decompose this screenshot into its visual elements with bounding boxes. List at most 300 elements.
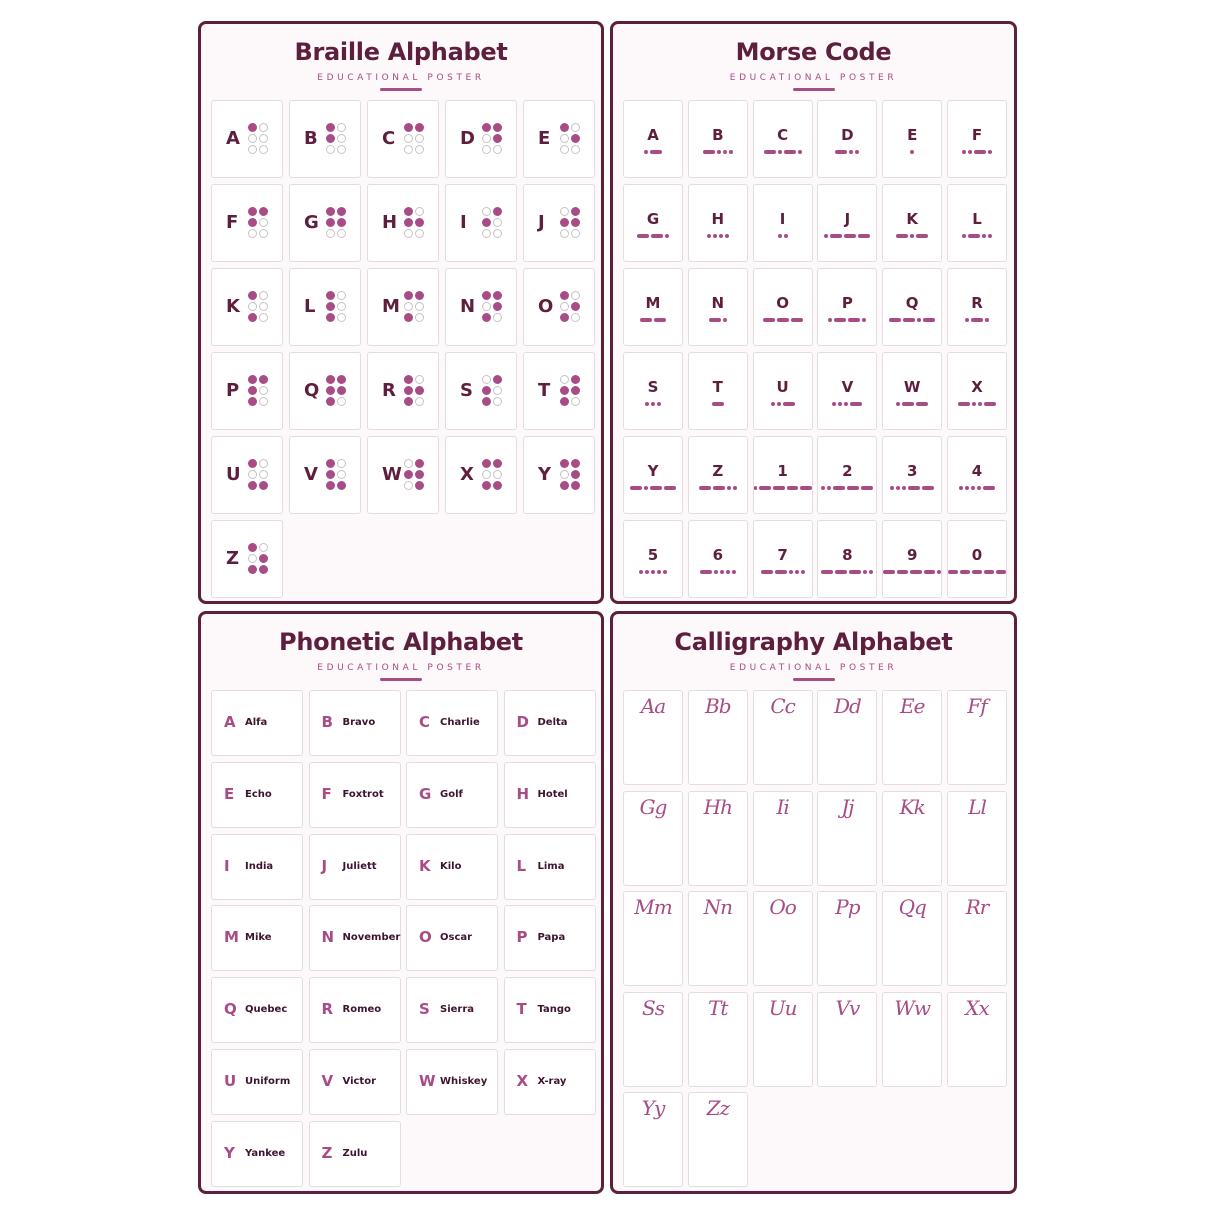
braille-letter: W (382, 464, 402, 485)
morse-dot (639, 570, 643, 574)
phonetic-card (406, 762, 498, 828)
morse-dot (902, 486, 906, 490)
braille-cell (326, 291, 348, 324)
calligraphy-card (688, 690, 748, 785)
braille-dot-raised (248, 481, 257, 490)
morse-dot (988, 234, 992, 238)
phonetic-word: Bravo (342, 717, 376, 728)
morse-dash (889, 318, 901, 322)
braille-dot-flat (259, 313, 268, 322)
morse-code (689, 233, 747, 239)
morse-dot (644, 150, 648, 154)
phonetic-card (211, 1049, 303, 1115)
morse-code (818, 401, 876, 407)
braille-dot-raised (560, 386, 569, 395)
morse-dot (723, 318, 727, 322)
phonetic-card (309, 905, 401, 971)
morse-character: C (777, 126, 789, 144)
morse-card (688, 268, 748, 346)
braille-letter: V (304, 464, 318, 485)
morse-dash (948, 570, 958, 574)
morse-poster (610, 21, 1017, 604)
braille-dot-flat (415, 397, 424, 406)
braille-dot-flat (404, 145, 413, 154)
phonetic-card (309, 977, 401, 1043)
braille-cell (560, 375, 582, 408)
phonetic-card (309, 1121, 401, 1187)
braille-dot-raised (248, 386, 257, 395)
calligraphy-card (817, 891, 877, 986)
phonetic-word: Echo (245, 788, 272, 800)
morse-card (947, 436, 1007, 514)
braille-dot-raised (482, 291, 491, 300)
calligraphy-card (817, 992, 877, 1087)
morse-card (623, 268, 683, 346)
phonetic-word: Alfa (245, 717, 268, 728)
morse-code (754, 149, 812, 155)
morse-character: J (844, 210, 851, 228)
morse-card (623, 184, 683, 262)
braille-dot-raised (404, 218, 413, 227)
phonetic-card (211, 905, 303, 971)
phonetic-letter: M (224, 928, 239, 947)
braille-dot-raised (560, 218, 569, 227)
braille-dot-raised (493, 134, 502, 143)
morse-code (624, 233, 682, 239)
braille-cell (326, 459, 348, 492)
morse-dot (657, 402, 661, 406)
morse-dash (968, 234, 980, 238)
calligraphy-letter-pair: Xx (965, 995, 989, 1020)
morse-dash (650, 150, 662, 154)
phonetic-word: Uniform (245, 1076, 291, 1087)
morse-dot (968, 150, 972, 154)
calligraphy-card (623, 992, 683, 1087)
braille-dot-flat (259, 229, 268, 238)
phonetic-letter: T (516, 1000, 527, 1019)
braille-dot-flat (259, 386, 268, 395)
braille-dot-raised (259, 375, 268, 384)
morse-code (624, 401, 682, 407)
phonetic-word: Kilo (440, 860, 462, 872)
calligraphy-card (947, 791, 1007, 886)
phonetic-card (211, 977, 303, 1043)
braille-dot-flat (560, 145, 569, 154)
phonetic-letter: Z (321, 1143, 333, 1162)
morse-dot (784, 234, 788, 238)
morse-card (817, 352, 877, 430)
braille-card (523, 436, 595, 514)
morse-dot (726, 570, 730, 574)
braille-cell (248, 291, 270, 324)
phonetic-letter: Y (224, 1143, 235, 1162)
braille-card (211, 268, 283, 346)
phonetic-letter: B (321, 713, 333, 731)
phonetic-letter: V (321, 1072, 334, 1090)
calligraphy-letter-pair: Ff (967, 694, 987, 718)
calligraphy-poster-title: Calligraphy Alphabet (674, 628, 953, 656)
braille-dot-flat (482, 470, 491, 479)
morse-dash (764, 150, 776, 154)
calligraphy-card (623, 791, 683, 886)
phonetic-word: Whiskey (440, 1076, 488, 1087)
phonetic-card (211, 1121, 303, 1187)
morse-character: R (971, 294, 983, 312)
morse-dot (778, 150, 782, 154)
morse-dot (937, 570, 941, 574)
braille-card (523, 100, 595, 178)
calligraphy-letter-pair: Kk (899, 794, 925, 819)
morse-code (883, 149, 941, 155)
morse-dash (960, 570, 970, 574)
morse-dot (725, 234, 729, 238)
braille-dot-raised (571, 207, 580, 216)
morse-dot (778, 234, 782, 238)
phonetic-word: Hotel (537, 788, 568, 800)
morse-dot (732, 570, 736, 574)
morse-dash (761, 570, 773, 574)
braille-dot-flat (571, 397, 580, 406)
morse-card (882, 352, 942, 430)
morse-dot (910, 234, 914, 238)
braille-dot-raised (482, 397, 491, 406)
morse-dot (651, 570, 655, 574)
braille-dot-raised (482, 313, 491, 322)
phonetic-word: Quebec (245, 1004, 288, 1016)
braille-cell (482, 375, 504, 408)
phonetic-card (406, 905, 498, 971)
braille-dot-flat (326, 145, 335, 154)
morse-code (754, 317, 812, 323)
calligraphy-letter-pair: Ii (776, 794, 789, 819)
morse-card (688, 184, 748, 262)
braille-dot-raised (326, 459, 335, 468)
braille-card (289, 268, 361, 346)
braille-letter: H (382, 212, 398, 233)
braille-dot-flat (337, 313, 346, 322)
morse-card (947, 520, 1007, 598)
phonetic-word: Sierra (440, 1004, 475, 1016)
morse-dash (834, 318, 846, 322)
braille-dot-raised (404, 207, 413, 216)
morse-dot (832, 402, 836, 406)
morse-character: S (647, 378, 659, 396)
braille-dot-raised (415, 386, 424, 395)
phonetic-word: Charlie (440, 717, 480, 728)
morse-dot (844, 402, 848, 406)
phonetic-word: Golf (440, 788, 463, 800)
morse-card (882, 520, 942, 598)
phonetic-letter: O (419, 928, 432, 947)
morse-dash (850, 402, 862, 406)
braille-dot-flat (482, 145, 491, 154)
morse-character: 8 (842, 546, 853, 564)
braille-dot-flat (415, 313, 424, 322)
calligraphy-card (947, 690, 1007, 785)
braille-dot-flat (571, 145, 580, 154)
braille-cell (404, 291, 426, 324)
braille-dot-raised (248, 313, 257, 322)
calligraphy-card (882, 791, 942, 886)
morse-character: I (779, 210, 786, 228)
phonetic-letter: C (419, 713, 431, 731)
braille-cell (404, 459, 426, 492)
morse-dot (917, 318, 921, 322)
phonetic-card (309, 834, 401, 900)
morse-card (623, 352, 683, 430)
phonetic-letter: W (419, 1072, 436, 1090)
braille-dot-raised (326, 313, 335, 322)
braille-dot-flat (482, 302, 491, 311)
morse-card (882, 436, 942, 514)
braille-dot-flat (415, 207, 424, 216)
morse-dash (784, 150, 796, 154)
braille-card (523, 184, 595, 262)
braille-dot-raised (415, 481, 424, 490)
morse-card (817, 520, 877, 598)
calligraphy-letter-pair: Jj (841, 794, 854, 819)
phonetic-word: November (342, 932, 401, 944)
braille-dot-raised (404, 375, 413, 384)
braille-dot-raised (326, 481, 335, 490)
morse-dot (988, 150, 992, 154)
phonetic-letter: E (224, 784, 235, 803)
morse-dash (712, 402, 724, 406)
morse-card (623, 436, 683, 514)
morse-poster-title: Morse Code (735, 38, 892, 66)
morse-card (753, 352, 813, 430)
phonetic-card (309, 690, 401, 756)
braille-dot-flat (404, 481, 413, 490)
morse-dash (908, 486, 920, 490)
phonetic-card (504, 977, 596, 1043)
braille-dot-flat (259, 543, 268, 552)
calligraphy-letter-pair: Ll (968, 794, 986, 819)
braille-dot-flat (248, 470, 257, 479)
morse-dot (801, 570, 805, 574)
morse-character: 2 (842, 462, 853, 480)
phonetic-card (309, 762, 401, 828)
braille-card (445, 184, 517, 262)
braille-dot-raised (493, 302, 502, 311)
braille-dot-raised (560, 459, 569, 468)
morse-dash (996, 570, 1006, 574)
braille-poster-title: Braille Alphabet (294, 38, 508, 66)
braille-dot-raised (493, 375, 502, 384)
morse-dot (965, 486, 969, 490)
morse-character: V (841, 378, 854, 396)
morse-dot (777, 402, 781, 406)
braille-card (445, 436, 517, 514)
braille-card (289, 436, 361, 514)
braille-dot-flat (571, 313, 580, 322)
braille-letter: I (460, 212, 467, 233)
morse-dash (835, 570, 847, 574)
braille-dot-raised (493, 459, 502, 468)
braille-dot-flat (482, 229, 491, 238)
morse-dot (896, 402, 900, 406)
morse-character: M (645, 294, 661, 312)
morse-card (753, 184, 813, 262)
morse-character: 7 (777, 546, 788, 564)
morse-dot (855, 150, 859, 154)
morse-dash (958, 402, 970, 406)
morse-dash (821, 570, 833, 574)
phonetic-letter: H (516, 784, 530, 803)
morse-card (817, 184, 877, 262)
morse-code (948, 149, 1006, 155)
braille-dot-raised (248, 543, 257, 552)
morse-dash (922, 486, 934, 490)
braille-dot-raised (326, 207, 335, 216)
braille-dot-flat (571, 229, 580, 238)
morse-card (947, 184, 1007, 262)
braille-letter: B (304, 128, 318, 149)
braille-dot-flat (560, 302, 569, 311)
morse-dash (791, 318, 803, 322)
braille-letter: T (538, 380, 551, 401)
braille-letter: C (382, 128, 396, 149)
morse-character: F (971, 126, 983, 144)
morse-dash (783, 402, 795, 406)
phonetic-letter: S (419, 1000, 430, 1019)
morse-card (817, 268, 877, 346)
phonetic-poster-subtitle: EDUCATIONAL POSTER (317, 663, 485, 673)
morse-dot (733, 486, 737, 490)
braille-dot-raised (337, 375, 346, 384)
braille-dot-flat (493, 470, 502, 479)
braille-letter: Z (226, 548, 240, 569)
braille-card (289, 352, 361, 430)
calligraphy-card (753, 891, 813, 986)
morse-code (818, 317, 876, 323)
morse-code (948, 569, 1006, 575)
braille-dot-raised (571, 386, 580, 395)
morse-character: O (776, 294, 789, 312)
braille-dot-raised (337, 481, 346, 490)
braille-dot-flat (571, 123, 580, 132)
morse-code (689, 485, 747, 491)
morse-dot (982, 234, 986, 238)
phonetic-word: Tango (537, 1004, 571, 1016)
morse-code (883, 233, 941, 239)
morse-dot (972, 402, 976, 406)
morse-dot (717, 150, 721, 154)
calligraphy-letter-pair: Nn (703, 895, 732, 919)
morse-dot (838, 402, 842, 406)
braille-dot-flat (326, 229, 335, 238)
braille-letter: N (460, 296, 476, 317)
phonetic-poster (198, 611, 604, 1194)
braille-dot-flat (493, 218, 502, 227)
braille-dot-raised (493, 207, 502, 216)
braille-dot-raised (326, 302, 335, 311)
braille-letter: P (226, 380, 240, 401)
braille-dot-flat (415, 145, 424, 154)
morse-character: K (906, 210, 918, 228)
braille-card (211, 436, 283, 514)
morse-code (689, 149, 747, 155)
braille-card (289, 100, 361, 178)
phonetic-word: Zulu (342, 1147, 368, 1159)
morse-dash (630, 486, 642, 490)
morse-character: 0 (971, 546, 983, 564)
braille-dot-raised (248, 207, 257, 216)
braille-dot-raised (415, 291, 424, 300)
phonetic-word: Oscar (440, 932, 473, 944)
morse-code (689, 317, 747, 323)
calligraphy-letter-pair: Vv (835, 995, 860, 1020)
phonetic-card (504, 905, 596, 971)
morse-dash (703, 150, 715, 154)
phonetic-letter: U (224, 1072, 237, 1090)
braille-dot-raised (482, 459, 491, 468)
braille-dot-raised (493, 291, 502, 300)
braille-dot-flat (259, 459, 268, 468)
morse-code (818, 485, 876, 491)
morse-card (688, 352, 748, 430)
morse-dot (896, 486, 900, 490)
morse-code (689, 569, 747, 575)
morse-dash (902, 402, 914, 406)
morse-card (882, 268, 942, 346)
morse-dash (849, 570, 861, 574)
braille-cell (248, 459, 270, 492)
braille-dot-flat (493, 397, 502, 406)
braille-dot-raised (493, 123, 502, 132)
morse-code (754, 401, 812, 407)
braille-dot-flat (493, 386, 502, 395)
morse-dash (650, 486, 662, 490)
morse-dash (700, 570, 712, 574)
calligraphy-card (688, 891, 748, 986)
braille-dot-flat (248, 145, 257, 154)
braille-dot-flat (493, 229, 502, 238)
braille-dot-flat (560, 470, 569, 479)
braille-letter: L (304, 296, 316, 317)
phonetic-word: Foxtrot (342, 788, 384, 800)
phonetic-word: Papa (537, 932, 566, 944)
morse-card (753, 268, 813, 346)
braille-cell (482, 123, 504, 156)
morse-dash (759, 486, 771, 490)
morse-dot (862, 318, 866, 322)
phonetic-letter: L (516, 856, 527, 875)
morse-dot (645, 402, 649, 406)
morse-dot (869, 570, 873, 574)
morse-dash (847, 486, 859, 490)
morse-dash (763, 318, 775, 322)
morse-code (754, 485, 812, 491)
morse-dash (775, 570, 787, 574)
braille-dot-flat (482, 134, 491, 143)
phonetic-card (504, 762, 596, 828)
morse-dot (821, 486, 825, 490)
phonetic-card (211, 690, 303, 756)
morse-dash (699, 486, 711, 490)
morse-dot (890, 486, 894, 490)
braille-card (211, 520, 283, 598)
morse-code (948, 317, 1006, 323)
braille-dot-flat (404, 229, 413, 238)
morse-code (754, 569, 812, 575)
morse-dot (863, 570, 867, 574)
braille-cell (248, 207, 270, 240)
morse-card (753, 100, 813, 178)
phonetic-card (504, 1049, 596, 1115)
calligraphy-card (882, 891, 942, 986)
braille-dot-raised (326, 386, 335, 395)
